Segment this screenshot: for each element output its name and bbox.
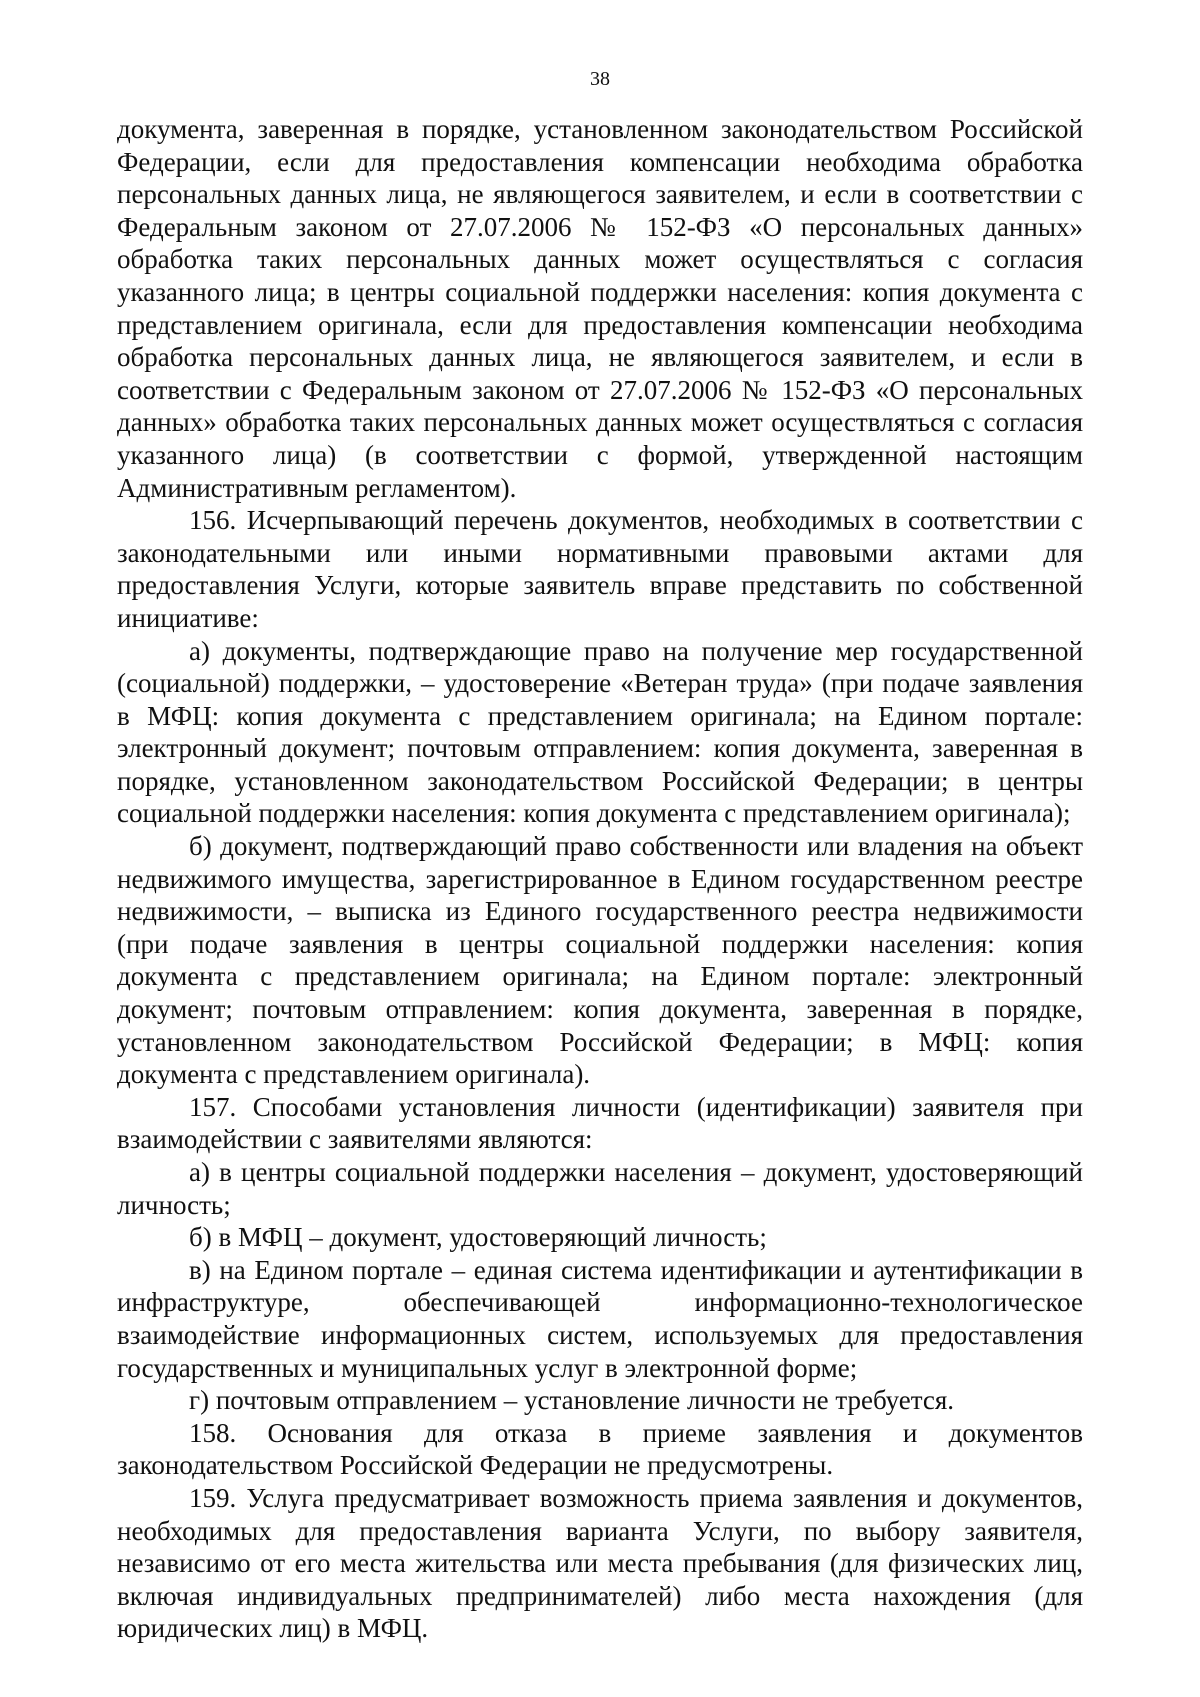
paragraph-156-b: б) документ, подтверждающий право собственности или владения на объект недвижимого имущества, зарегистрированное в Едином государственном реестре недвижимости, – выписка из Единого государственного реестра недвижимости (при подаче заявления в центры социальной поддержки населения: копия документа с представлением оригинала; на Едином портале: электронный документ; почтовым отправлением: копия документа, заверенная в порядке, установленном законодательством Российской Федерации; в МФЦ: копия документа с представлением оригинала). <box>117 831 1083 1090</box>
paragraph-157-a: а) в центры социальной поддержки населения – документ, удостоверяющий личность; <box>117 1157 1083 1220</box>
paragraph-156: 156. Исчерпывающий перечень документов, необходимых в соответствии с законодательными или иными нормативными правовыми актами для предоставления Услуги, которые заявитель вправе представить по собственной инициативе: <box>117 505 1083 633</box>
paragraph-158: 158. Основания для отказа в приеме заявления и документов законодательством Российской Федерации не предусмотрены. <box>117 1417 1083 1481</box>
paragraph-159: 159. Услуга предусматривает возможность приема заявления и документов, необходимых для предоставления варианта Услуги, по выбору заявителя, независимо от его места жительства или места пребывания (для физических лиц, включая индивидуальных предпринимателей) либо места нахождения (для юридических лиц) в МФЦ. <box>117 1482 1083 1644</box>
paragraph-157: 157. Способами установления личности (идентификации) заявителя при взаимодействии с заявителями являются: <box>117 1091 1083 1155</box>
document-body <box>117 113 1083 1645</box>
paragraph-156-a: а) документы, подтверждающие право на получение мер государственной (социальной) поддержки, – удостоверение «Ветеран труда» (при подаче заявления в МФЦ: копия документа с представлением оригинала; на Едином портале: электронный документ; почтовым отправлением: копия документа, заверенная в порядке, установленном законодательством Российской Федерации; в центры социальной поддержки населения: копия документа с представлением оригинала); <box>117 635 1083 829</box>
paragraph-157-v: в) на Едином портале – единая система идентификации и аутентификации в инфраструктуре, обеспечивающей информационно-технологическое взаимодействие информационных систем, используемых для предоставления государственных и муниципальных услуг в электронной форме; <box>117 1254 1083 1383</box>
paragraph-157-g: г) почтовым отправлением – установление личности не требуется. <box>189 1385 955 1416</box>
paragraph-continuation: документа, заверенная в порядке, установленном законодательством Российской Федерации, если для предоставления компенсации необходима обработка персональных данных лица, не являющегося заявителем, и если в соответствии с Федеральным законом от 27.07.2006 № 152-ФЗ «О персональных данных» обработка таких персональных данных может осуществляться с согласия указанного лица; в центры социальной поддержки населения: копия документа с представлением оригинала, если для предоставления компенсации необходима обработка персональных данных лица, не являющегося заявителем, и если в соответствии с Федеральным законом от 27.07.2006 № 152-ФЗ «О персональных данных» обработка таких персональных данных может осуществляться с согласия указанного лица) (в соответствии с формой, утвержденной настоящим Административным регламентом). <box>117 114 1083 503</box>
page-number: 38 <box>590 68 610 90</box>
paragraph-157-b: б) в МФЦ – документ, удостоверяющий личность; <box>189 1222 767 1253</box>
